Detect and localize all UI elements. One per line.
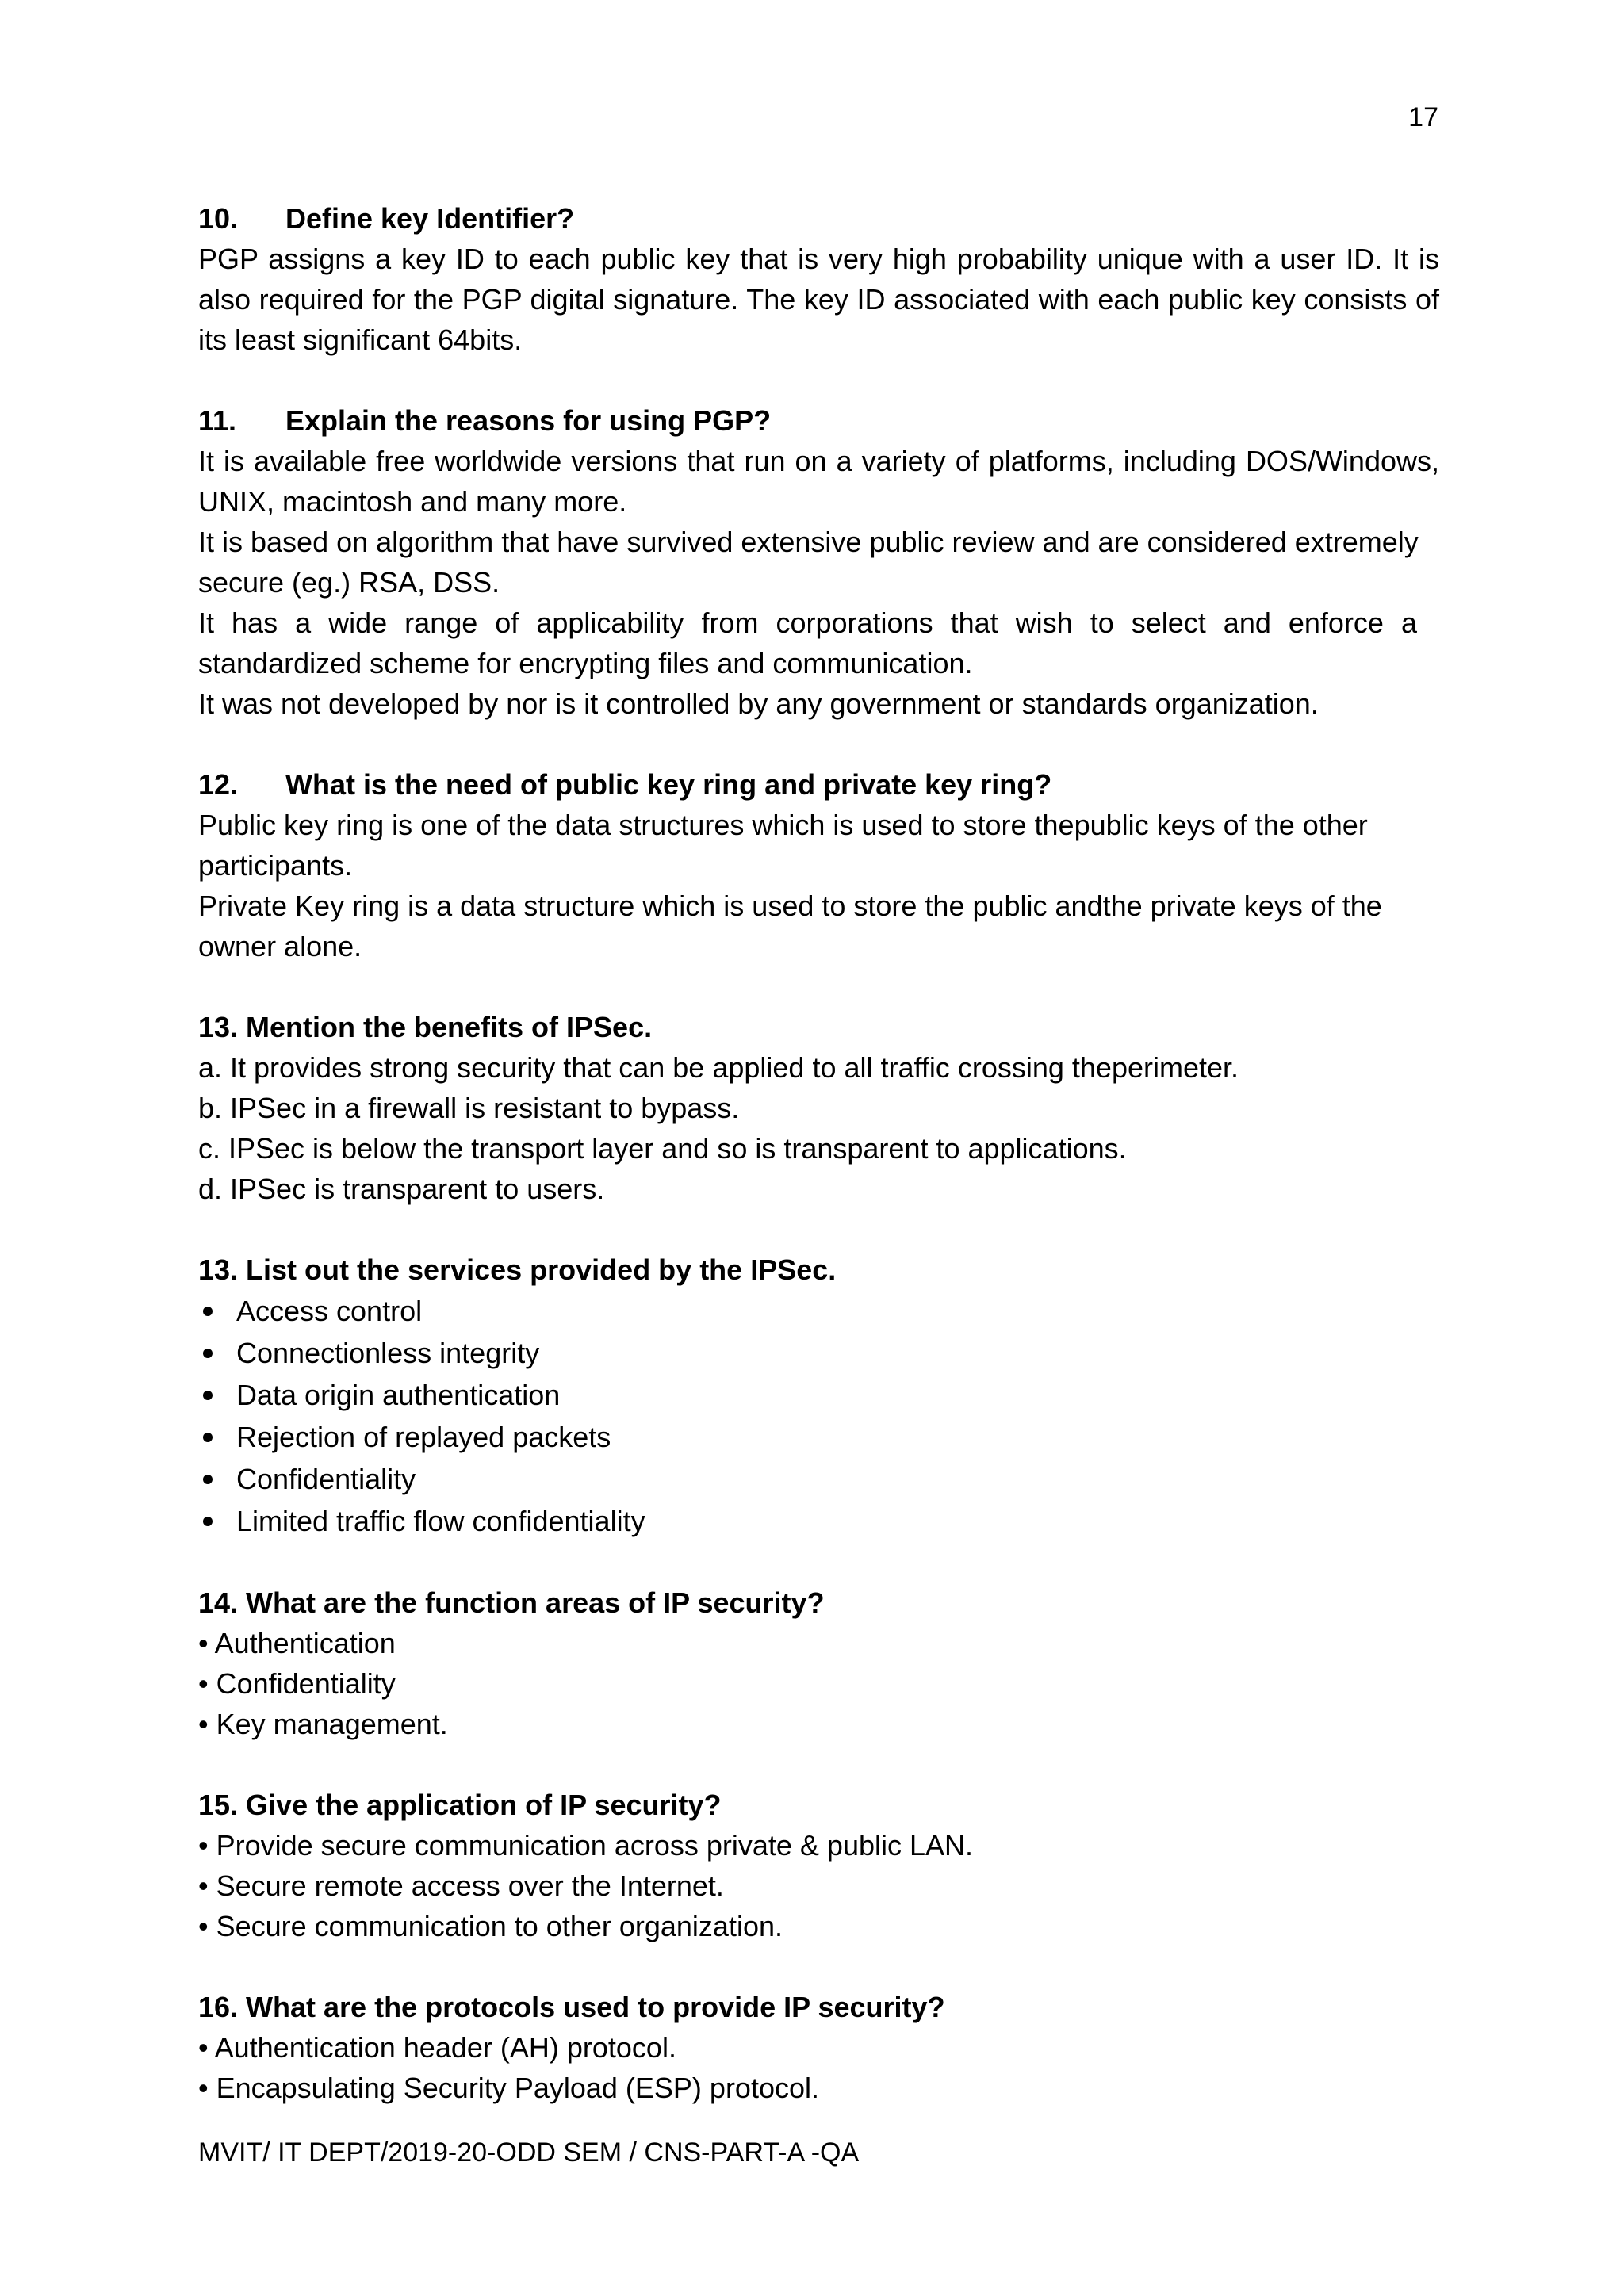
list-item: a. It provides strong security that can be applied to all traffic crossing theperimeter. xyxy=(198,1051,1239,1084)
list-item: Access control xyxy=(198,1290,1439,1332)
question-heading xyxy=(198,400,1439,441)
list-item: Connectionless integrity xyxy=(198,1332,1439,1374)
question-heading xyxy=(198,764,1439,805)
list-item: • Secure communication to other organization. xyxy=(198,1910,783,1942)
question-title: Define key Identifier? xyxy=(285,202,575,235)
answer-paragraph: Private Key ring is a data structure which is used to store the public andthe private keys of the owner alone. xyxy=(198,890,1382,962)
page-footer: MVIT/ IT DEPT/2019-20-ODD SEM / CNS-PART-A -QA xyxy=(198,2137,860,2168)
question-heading xyxy=(198,198,1439,239)
question-title: What is the need of public key ring and private key ring? xyxy=(285,768,1052,801)
question-title: 14. What are the function areas of IP security? xyxy=(198,1586,825,1619)
list-item: Rejection of replayed packets xyxy=(198,1416,1439,1458)
answer-paragraph: Public key ring is one of the data structures which is used to store thepublic keys of the other participants. xyxy=(198,809,1368,882)
answer-paragraph: It was not developed by nor is it controlled by any government or standards organization. xyxy=(198,687,1319,720)
question-15 xyxy=(198,1785,1439,1946)
question-14 xyxy=(198,1582,1439,1744)
answer-paragraph: It is available free worldwide versions that run on a variety of platforms, including DOS/Windows, UNIX, macintosh and many more. xyxy=(198,445,1439,518)
list-item: • Authentication xyxy=(198,1627,396,1659)
question-13-benefits xyxy=(198,1007,1439,1209)
answer-paragraph: PGP assigns a key ID to each public key that is very high probability unique with a user ID. It is also required for the PGP digital signature. The key ID associated with each public key consists of its least significant 64bits. xyxy=(198,243,1439,356)
list-item: c. IPSec is below the transport layer and so is transparent to applications. xyxy=(198,1132,1127,1165)
services-list xyxy=(198,1290,1439,1542)
question-number: 10. xyxy=(198,202,239,235)
question-title: 13. Mention the benefits of IPSec. xyxy=(198,1011,653,1043)
question-16 xyxy=(198,1987,1439,2108)
question-title: 15. Give the application of IP security? xyxy=(198,1789,722,1821)
list-item: d. IPSec is transparent to users. xyxy=(198,1173,605,1205)
question-10 xyxy=(198,198,1439,360)
question-11 xyxy=(198,400,1439,724)
list-item: • Authentication header (AH) protocol. xyxy=(198,2031,676,2064)
list-item: • Encapsulating Security Payload (ESP) protocol. xyxy=(198,2072,819,2104)
list-item: • Provide secure communication across private & public LAN. xyxy=(198,1829,974,1862)
question-title: Explain the reasons for using PGP? xyxy=(285,404,772,437)
list-item: • Confidentiality xyxy=(198,1667,396,1700)
question-number: 11. xyxy=(198,404,237,437)
question-title: 16. What are the protocols used to provide IP security? xyxy=(198,1991,945,2023)
answer-paragraph: It is based on algorithm that have survived extensive public review and are considered extremely secure (eg.) RSA, DSS. xyxy=(198,526,1419,599)
page-number: 17 xyxy=(1408,102,1438,132)
list-item: b. IPSec in a firewall is resistant to bypass. xyxy=(198,1092,740,1124)
document-body xyxy=(198,198,1439,2149)
list-item: • Key management. xyxy=(198,1708,448,1740)
answer-paragraph: It has a wide range of applicability from corporations that wish to select and enforce a standardized scheme for encrypting files and communication. xyxy=(198,607,1417,679)
list-item: Confidentiality xyxy=(198,1458,1439,1500)
question-title: 13. List out the services provided by the IPSec. xyxy=(198,1253,837,1286)
list-item: • Secure remote access over the Internet. xyxy=(198,1869,724,1902)
question-12 xyxy=(198,764,1439,966)
list-item: Limited traffic flow confidentiality xyxy=(198,1500,1439,1542)
list-item: Data origin authentication xyxy=(198,1374,1439,1416)
question-13-services xyxy=(198,1249,1439,1542)
question-number: 12. xyxy=(198,768,239,801)
